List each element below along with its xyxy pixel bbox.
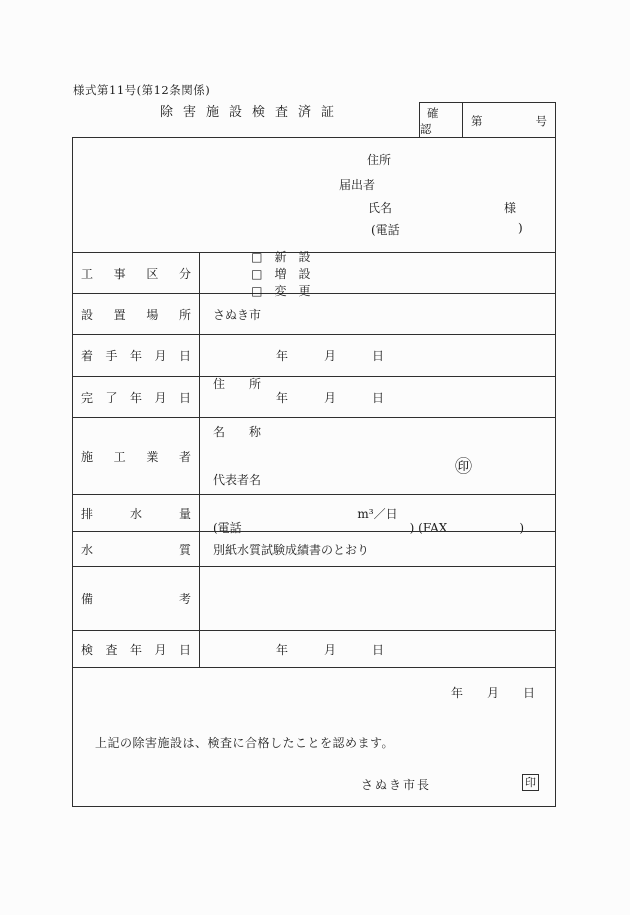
completion-date-header: 完了年月日 (73, 377, 200, 417)
contractor-header: 施工業者 (73, 418, 200, 494)
contractor-name-label: 名 称 (213, 425, 262, 439)
drainage-volume-value: m³／日 (357, 506, 398, 521)
page-title: 除害施設検査済証 (160, 105, 345, 120)
notifier-phone-close: ) (518, 221, 523, 235)
remarks-header: 備考 (73, 567, 200, 630)
notifier-honorific: 様 (504, 201, 517, 215)
form-table (72, 137, 556, 807)
notifier-label: 届出者 (339, 178, 376, 192)
checkbox-option-change[interactable]: □ 変 更 (251, 283, 311, 298)
contractor-seal-icon: ㊞ (455, 457, 472, 477)
checkbox-option-expansion[interactable]: □ 増 設 (251, 266, 311, 281)
notifier-name-label: 氏名 (368, 201, 393, 215)
construction-type-row (73, 249, 555, 298)
confirmation-number-box (419, 102, 556, 138)
mayor-signature-label: さぬき市長 (361, 778, 432, 792)
start-date-value: 年 月 日 (276, 349, 385, 363)
checkbox-option-new[interactable]: □ 新 設 (251, 249, 311, 264)
construction-type-options (200, 249, 555, 298)
installation-location-value: さぬき市 (213, 307, 262, 322)
drainage-volume-row (73, 495, 555, 532)
notifier-address-label: 住所 (367, 153, 392, 167)
confirm-label: 確認 (420, 103, 463, 138)
approval-section (73, 668, 555, 806)
water-quality-header: 水質 (73, 532, 200, 566)
form-number: 様式第11号(第12条関係) (73, 83, 211, 97)
drainage-volume-header: 排水量 (73, 495, 200, 531)
installation-location-row (73, 294, 555, 335)
inspection-date-header: 検査年月日 (73, 631, 200, 667)
inspection-date-row (73, 631, 555, 668)
installation-location-header: 設置場所 (73, 294, 200, 334)
inspection-date-value: 年 月 日 (276, 642, 385, 657)
number-prefix: 第 (471, 113, 483, 128)
contractor-representative-label: 代表者名 (213, 473, 262, 487)
remarks-row (73, 567, 555, 631)
completion-date-value: 年 月 日 (276, 390, 385, 405)
number-suffix: 号 (535, 113, 547, 128)
approval-statement: 上記の除害施設は、検査に合格したことを認めます。 (95, 736, 395, 750)
construction-type-header: 工事区分 (73, 253, 200, 293)
confirm-number-field (463, 103, 555, 138)
approval-date: 年 月 日 (450, 686, 535, 700)
contractor-address-label: 住 所 (213, 377, 262, 391)
start-date-header: 着手年月日 (73, 335, 200, 376)
remarks-value (200, 567, 555, 630)
contractor-phone-fax: (電話 ) (FAX ) (213, 521, 525, 535)
mayor-seal-icon: 印 (522, 774, 539, 791)
water-quality-value: 別紙水質試験成績書のとおり (213, 542, 370, 557)
notifier-phone-open: (電話 (371, 223, 400, 237)
water-quality-row (73, 532, 555, 567)
